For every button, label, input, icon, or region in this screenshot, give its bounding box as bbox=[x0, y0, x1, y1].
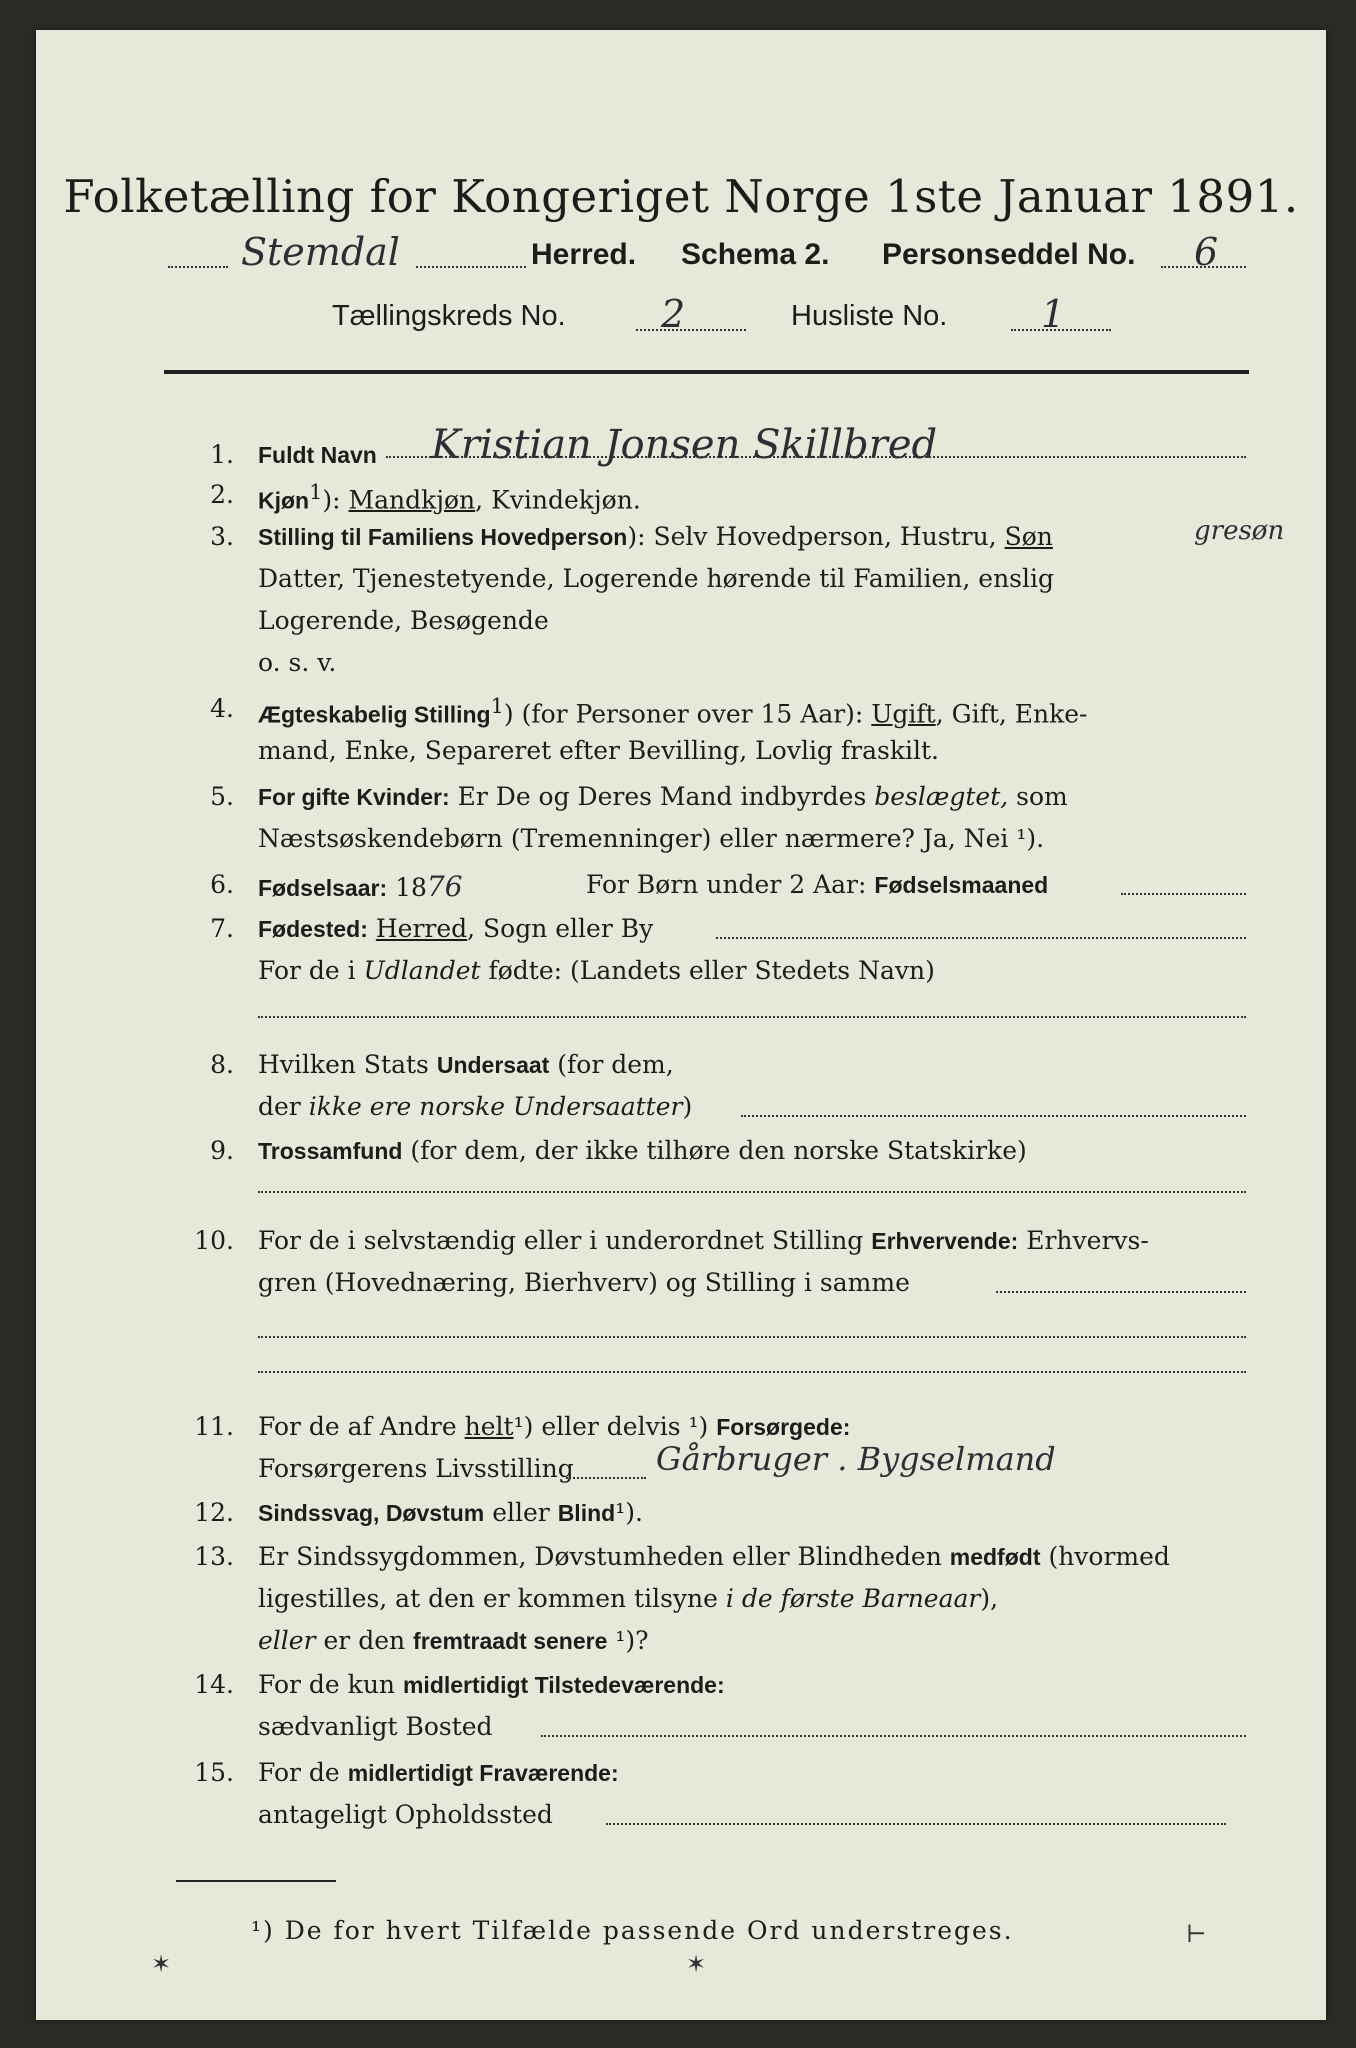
item-7-line2 bbox=[258, 956, 935, 985]
taellingskreds-label: Tællingskreds No. bbox=[332, 300, 566, 332]
item-14-line2: sædvanligt Bosted bbox=[258, 1712, 493, 1741]
underlined-option: Ugift bbox=[871, 699, 936, 729]
provider-dots bbox=[566, 1476, 646, 1479]
item-text: Erhvervs- bbox=[1026, 1226, 1149, 1255]
item-13-line2 bbox=[258, 1584, 998, 1613]
item-text: Hvilken Stats bbox=[258, 1050, 429, 1079]
birth-year-handwritten: 76 bbox=[426, 870, 463, 903]
birth-month-dots bbox=[1121, 892, 1246, 895]
item-11-line2: Forsørgerens Livsstilling bbox=[258, 1454, 574, 1483]
item-6-under2 bbox=[586, 870, 1048, 899]
personseddel-label: Personseddel No. bbox=[882, 238, 1136, 271]
footnote: ¹) De for hvert Tilfælde passende Ord understreges. bbox=[251, 1916, 1014, 1945]
item-text: ) bbox=[682, 1092, 693, 1121]
personseddel-dots bbox=[1161, 265, 1246, 268]
item-text: For de af Andre bbox=[258, 1412, 457, 1441]
item-label: Fødested: bbox=[258, 916, 368, 942]
item-number: 12. bbox=[194, 1498, 234, 1527]
herred-dots bbox=[416, 265, 526, 268]
item-label: Fuldt Navn bbox=[258, 442, 377, 468]
item-text: (for dem, bbox=[557, 1050, 674, 1079]
item-number: 3. bbox=[210, 522, 234, 551]
item-text: (for dem, der ikke tilhøre den norske Statskirke) bbox=[410, 1136, 1027, 1165]
item-text: som bbox=[1016, 782, 1068, 811]
item-number: 1. bbox=[210, 440, 234, 469]
item-10-line2: gren (Hovednæring, Bierhverv) og Stilling i samme bbox=[258, 1268, 910, 1297]
item-number: 8. bbox=[210, 1050, 234, 1079]
religion-dots bbox=[258, 1190, 1246, 1193]
item-text: Er Sindssygdommen, Døvstumheden eller Blindheden bbox=[258, 1542, 942, 1571]
item-13-line3 bbox=[258, 1626, 649, 1655]
item-label: Undersaat bbox=[436, 1052, 550, 1078]
herred-handwritten: Stemdal bbox=[241, 230, 400, 274]
item-3-line2: Datter, Tjenestetyende, Logerende hørende til Familien, enslig bbox=[258, 564, 1055, 593]
item-label: Fødselsmaaned bbox=[874, 872, 1049, 898]
item-number: 11. bbox=[194, 1412, 234, 1441]
occupation-dots-3 bbox=[258, 1370, 1246, 1373]
item-number: 9. bbox=[210, 1136, 234, 1165]
item-label: Sindssvag, Døvstum bbox=[258, 1500, 485, 1526]
usual-residence-dots bbox=[541, 1734, 1246, 1737]
item-text: ): bbox=[322, 485, 349, 515]
item-label: Ægteskabelig Stilling bbox=[258, 701, 491, 728]
birthplace-dots bbox=[716, 936, 1246, 939]
position-handwritten: gresøn bbox=[1194, 516, 1285, 546]
item-text: , Sogn eller By bbox=[467, 914, 654, 943]
item-text: ligestilles, at den er kommen tilsyne bbox=[258, 1584, 718, 1613]
item-text: , Kvindekjøn. bbox=[475, 485, 641, 515]
husliste-label: Husliste No. bbox=[791, 300, 948, 332]
schema-label: Schema 2. bbox=[681, 238, 830, 271]
item-text: For de i selvstændig eller i underordnet Stilling bbox=[258, 1226, 864, 1255]
item-text: er den bbox=[323, 1626, 406, 1655]
personseddel-handwritten: 6 bbox=[1194, 230, 1219, 274]
underlined-option: Mandkjøn bbox=[348, 485, 476, 515]
margin-mark-center: ✶ bbox=[686, 1950, 707, 1978]
item-text: ¹). bbox=[615, 1498, 643, 1527]
underlined-option: Herred bbox=[375, 914, 468, 943]
occupation-dots-1 bbox=[996, 1290, 1246, 1293]
herred-leader bbox=[168, 265, 228, 268]
occupation-dots-2 bbox=[258, 1335, 1246, 1338]
item-label: Trossamfund bbox=[258, 1138, 403, 1164]
item-label: Fødselsaar: bbox=[258, 875, 388, 901]
husliste-handwritten: 1 bbox=[1041, 292, 1066, 336]
item-text-italic: beslægtet, bbox=[874, 782, 1009, 811]
herred-label: Herred. bbox=[531, 238, 637, 271]
item-text: For de kun bbox=[258, 1670, 396, 1699]
census-form-page: Folketælling for Kongeriget Norge 1ste Januar 1891. Stemdal Herred. Schema 2. Personseddel No. 6 Tællingskreds No. 2 Husliste No. 1 1. Fuldt Navn Kristian Jonsen Skillbred 2. Kjøn$^1$): Mandkjøn, Kvindekjøn. 3. Stilling til Familiens Hovedperson): Selv Hovedperson, Hustru, Søn gresøn Datter, Tjenestetyende, Logerende hørende til Familien, enslig Logerende, Besøgende o. s. v. 4. Ægteskabelig Stilling$^1$) (for Personer over 15 Aar): Ugift, Gift, Enke- mand, Enke, Separeret efter Bevilling, Lovlig fraskilt. 5. For gifte Kvinder: Er De og Deres Mand indbyrdes beslægtet, som Næstsøskendebørn (Tremenninger) eller nærmere? Ja, Nei ¹). 6. Fødselsaar: 1876 For Børn under 2 Aar: Fødselsmaaned 7. Fødested: Herred, Sogn eller By For de i Udlandet fødte: (Landets eller Stedets Navn) 8. Hvilken Stats Undersaat (for dem, der ikke ere norske Undersaatter) 9. Trossamfund (for dem, der ikke tilhøre den norske Statskirke) 10. For de i selvstændig eller i underordnet Stilling Erhvervende: Erhvervs- gren (Hovednæring, Bierhverv) og Stilling i samme 11. For de af Andre helt¹) eller delvis ¹) Forsørgede: Forsørgerens Livsstilling Gårbruger . Bygselmand 12. Sindssvag, Døvstum eller Blind¹). 13. Er Sindssygdommen, Døvstumheden eller Blindheden medfødt (hvormed ligestilles, at den er kommen tilsyne i de første Barneaar), eller er den fremtraadt senere ¹)? 14. For de kun midlertidigt Tilstedeværende: sædvanligt Bosted 15. For de midlertidigt Fraværende: antageligt Opholdssted ¹) De for hvert Tilfælde passende Ord understreges. ✶ ✶ ⊢ bbox=[36, 30, 1326, 2020]
item-text-italic: ikke ere norske Undersaatter bbox=[308, 1092, 683, 1121]
item-number: 2. bbox=[210, 480, 234, 509]
item-text: Er De og Deres Mand indbyrdes bbox=[457, 782, 867, 811]
item-label: For gifte Kvinder: bbox=[258, 784, 450, 810]
item-text: For de i bbox=[258, 956, 356, 985]
item-text: ) (for Personer over 15 Aar): bbox=[503, 699, 864, 729]
header-rule bbox=[164, 370, 1249, 374]
item-number: 13. bbox=[194, 1542, 234, 1571]
husliste-dots bbox=[1011, 328, 1111, 331]
item-label: midlertidigt Fraværende: bbox=[347, 1760, 619, 1786]
item-text: fødte: (Landets eller Stedets Navn) bbox=[488, 956, 935, 985]
item-5-line2: Næstsøskendebørn (Tremenninger) eller nærmere? Ja, Nei ¹). bbox=[258, 824, 1045, 853]
item-3-line3: Logerende, Besøgende bbox=[258, 606, 549, 635]
item-label: Forsørgede: bbox=[716, 1414, 851, 1440]
item-label: Stilling til Familiens Hovedperson bbox=[258, 524, 628, 550]
item-label: medfødt bbox=[949, 1544, 1041, 1570]
item-label: Kjøn bbox=[258, 487, 310, 514]
citizenship-dots bbox=[741, 1114, 1246, 1117]
underlined-option: helt bbox=[464, 1412, 514, 1441]
item-text: ¹) eller delvis ¹) bbox=[513, 1412, 709, 1441]
probable-residence-dots bbox=[606, 1822, 1226, 1825]
provider-occupation-handwritten: Gårbruger . Bygselmand bbox=[656, 1440, 1056, 1478]
item-text: ¹)? bbox=[615, 1626, 649, 1655]
taellingskreds-handwritten: 2 bbox=[661, 292, 686, 336]
item-text-italic: Udlandet bbox=[363, 956, 481, 985]
item-3-line4: o. s. v. bbox=[258, 648, 337, 677]
name-dots bbox=[386, 455, 1246, 458]
item-label: midlertidigt Tilstedeværende: bbox=[402, 1672, 725, 1698]
item-4-line2: mand, Enke, Separeret efter Bevilling, Lovlig fraskilt. bbox=[258, 736, 939, 765]
item-number: 10. bbox=[194, 1226, 234, 1255]
item-text-italic: i de første Barneaar bbox=[725, 1584, 981, 1613]
item-text: der bbox=[258, 1092, 301, 1121]
item-text: ): Selv Hovedperson, Hustru, bbox=[627, 522, 997, 551]
item-text: , Gift, Enke- bbox=[935, 699, 1088, 729]
item-15-line2: antageligt Opholdssted bbox=[258, 1800, 553, 1829]
item-number: 4. bbox=[210, 694, 234, 723]
footnote-rule bbox=[176, 1880, 336, 1882]
item-number: 14. bbox=[194, 1670, 234, 1699]
item-number: 6. bbox=[210, 870, 234, 899]
taellingskreds-dots bbox=[636, 328, 746, 331]
underlined-option: Søn bbox=[1004, 522, 1053, 551]
item-text: (hvormed bbox=[1048, 1542, 1170, 1571]
footnote-ref: 1 bbox=[309, 480, 323, 504]
form-title: Folketælling for Kongeriget Norge 1ste Januar 1891. bbox=[63, 170, 1299, 223]
item-text-italic: eller bbox=[258, 1626, 316, 1655]
margin-mark-right: ⊢ bbox=[1186, 1920, 1207, 1948]
item-number: 7. bbox=[210, 914, 234, 943]
item-text: ), bbox=[980, 1584, 999, 1613]
item-text: 18 bbox=[395, 873, 427, 902]
margin-mark-left: ✶ bbox=[151, 1950, 172, 1978]
item-number: 15. bbox=[194, 1758, 234, 1787]
item-label: Blind bbox=[557, 1500, 616, 1526]
foreign-birthplace-dots bbox=[258, 1015, 1246, 1018]
item-8-line2 bbox=[258, 1092, 692, 1121]
item-text: eller bbox=[492, 1498, 550, 1527]
item-label: Erhvervende: bbox=[871, 1228, 1019, 1254]
full-name-handwritten: Kristian Jonsen Skillbred bbox=[431, 422, 938, 468]
item-number: 5. bbox=[210, 782, 234, 811]
item-text: For Børn under 2 Aar: bbox=[586, 870, 867, 899]
item-text: For de bbox=[258, 1758, 340, 1787]
item-label: fremtraadt senere bbox=[413, 1628, 608, 1654]
